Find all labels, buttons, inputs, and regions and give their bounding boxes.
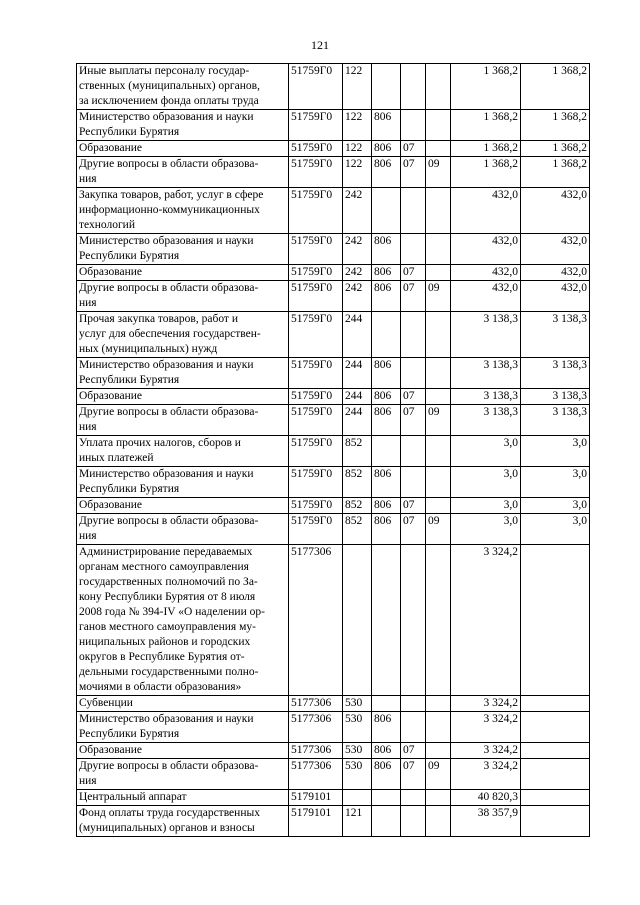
section-cell: 07 — [401, 514, 426, 545]
subsection-cell — [426, 110, 451, 141]
amount-cell: 3 138,3 — [451, 389, 521, 405]
target-article-cell: 5177306 — [289, 696, 343, 712]
row-name-cell: Образование — [77, 498, 289, 514]
admin-code-cell: 806 — [372, 498, 401, 514]
amount-cell-2: 3 138,3 — [521, 358, 590, 389]
amount-cell-2 — [521, 806, 590, 837]
subsection-cell: 09 — [426, 281, 451, 312]
section-cell — [401, 436, 426, 467]
admin-code-cell — [372, 806, 401, 837]
expense-type-cell: 244 — [343, 389, 372, 405]
expense-type-cell: 852 — [343, 436, 372, 467]
amount-cell: 3 138,3 — [451, 312, 521, 358]
section-cell: 07 — [401, 389, 426, 405]
section-cell — [401, 696, 426, 712]
amount-cell: 3 324,2 — [451, 743, 521, 759]
row-name-cell: Образование — [77, 389, 289, 405]
expense-type-cell: 122 — [343, 64, 372, 110]
target-article-cell: 51759Г0 — [289, 110, 343, 141]
admin-code-cell: 806 — [372, 467, 401, 498]
admin-code-cell — [372, 790, 401, 806]
amount-cell-2 — [521, 743, 590, 759]
amount-cell-2: 1 368,2 — [521, 64, 590, 110]
target-article-cell: 51759Г0 — [289, 436, 343, 467]
amount-cell: 3,0 — [451, 514, 521, 545]
row-name-cell: Министерство образования и науки Республики Бурятия — [77, 467, 289, 498]
table-row — [77, 358, 590, 389]
subsection-cell — [426, 467, 451, 498]
section-cell: 07 — [401, 743, 426, 759]
budget-table — [76, 63, 590, 837]
amount-cell-2 — [521, 790, 590, 806]
subsection-cell — [426, 436, 451, 467]
table-row — [77, 312, 590, 358]
table-row — [77, 281, 590, 312]
table-row — [77, 514, 590, 545]
admin-code-cell: 806 — [372, 759, 401, 790]
amount-cell: 38 357,9 — [451, 806, 521, 837]
expense-type-cell: 244 — [343, 405, 372, 436]
section-cell — [401, 312, 426, 358]
section-cell — [401, 110, 426, 141]
table-row — [77, 389, 590, 405]
page-number: 121 — [311, 38, 329, 52]
target-article-cell: 5177306 — [289, 743, 343, 759]
subsection-cell — [426, 188, 451, 234]
amount-cell: 3 324,2 — [451, 712, 521, 743]
subsection-cell — [426, 545, 451, 696]
amount-cell: 3,0 — [451, 467, 521, 498]
table-row — [77, 545, 590, 696]
table-row — [77, 498, 590, 514]
subsection-cell — [426, 743, 451, 759]
expense-type-cell: 242 — [343, 281, 372, 312]
admin-code-cell: 806 — [372, 157, 401, 188]
amount-cell-2: 3,0 — [521, 467, 590, 498]
amount-cell: 40 820,3 — [451, 790, 521, 806]
table-row — [77, 265, 590, 281]
table-row — [77, 110, 590, 141]
admin-code-cell: 806 — [372, 743, 401, 759]
expense-type-cell: 122 — [343, 141, 372, 157]
expense-type-cell: 242 — [343, 234, 372, 265]
table-row — [77, 790, 590, 806]
row-name-cell: Другие вопросы в области образова- ния — [77, 405, 289, 436]
row-name-cell: Уплата прочих налогов, сборов и иных платежей — [77, 436, 289, 467]
section-cell — [401, 806, 426, 837]
row-name-cell: Прочая закупка товаров, работ и услуг для обеспечения государствен- ных (муниципальных) нужд — [77, 312, 289, 358]
row-name-cell: Центральный аппарат — [77, 790, 289, 806]
section-cell — [401, 188, 426, 234]
table-body — [77, 64, 590, 837]
table-row — [77, 712, 590, 743]
amount-cell: 3,0 — [451, 498, 521, 514]
target-article-cell: 51759Г0 — [289, 467, 343, 498]
amount-cell: 1 368,2 — [451, 64, 521, 110]
subsection-cell — [426, 234, 451, 265]
target-article-cell: 51759Г0 — [289, 405, 343, 436]
expense-type-cell: 122 — [343, 110, 372, 141]
row-name-cell: Министерство образования и науки Республики Бурятия — [77, 712, 289, 743]
admin-code-cell: 806 — [372, 514, 401, 545]
amount-cell-2 — [521, 696, 590, 712]
subsection-cell — [426, 141, 451, 157]
target-article-cell: 5179101 — [289, 806, 343, 837]
row-name-cell: Другие вопросы в области образова- ния — [77, 157, 289, 188]
section-cell: 07 — [401, 141, 426, 157]
target-article-cell: 51759Г0 — [289, 141, 343, 157]
expense-type-cell: 852 — [343, 514, 372, 545]
amount-cell: 3 324,2 — [451, 696, 521, 712]
section-cell — [401, 234, 426, 265]
table-row — [77, 759, 590, 790]
target-article-cell: 51759Г0 — [289, 188, 343, 234]
amount-cell-2: 3 138,3 — [521, 312, 590, 358]
subsection-cell — [426, 806, 451, 837]
section-cell: 07 — [401, 498, 426, 514]
amount-cell: 432,0 — [451, 234, 521, 265]
expense-type-cell: 530 — [343, 759, 372, 790]
expense-type-cell: 121 — [343, 806, 372, 837]
admin-code-cell — [372, 696, 401, 712]
amount-cell-2: 432,0 — [521, 265, 590, 281]
section-cell: 07 — [401, 759, 426, 790]
target-article-cell: 51759Г0 — [289, 498, 343, 514]
amount-cell-2: 1 368,2 — [521, 141, 590, 157]
row-name-cell: Другие вопросы в области образова- ния — [77, 514, 289, 545]
amount-cell-2: 1 368,2 — [521, 110, 590, 141]
expense-type-cell: 122 — [343, 157, 372, 188]
subsection-cell: 09 — [426, 514, 451, 545]
admin-code-cell — [372, 64, 401, 110]
row-name-cell: Закупка товаров, работ, услуг в сфере информационно-коммуникационных технологий — [77, 188, 289, 234]
expense-type-cell: 242 — [343, 188, 372, 234]
amount-cell-2: 432,0 — [521, 188, 590, 234]
subsection-cell — [426, 312, 451, 358]
section-cell — [401, 545, 426, 696]
amount-cell-2 — [521, 759, 590, 790]
subsection-cell — [426, 712, 451, 743]
target-article-cell: 51759Г0 — [289, 514, 343, 545]
target-article-cell: 51759Г0 — [289, 265, 343, 281]
section-cell: 07 — [401, 281, 426, 312]
section-cell: 07 — [401, 265, 426, 281]
amount-cell-2: 3,0 — [521, 514, 590, 545]
row-name-cell: Образование — [77, 265, 289, 281]
section-cell: 07 — [401, 157, 426, 188]
row-name-cell: Образование — [77, 141, 289, 157]
table-row — [77, 436, 590, 467]
amount-cell-2: 432,0 — [521, 234, 590, 265]
table-row — [77, 743, 590, 759]
amount-cell: 3,0 — [451, 436, 521, 467]
subsection-cell: 09 — [426, 405, 451, 436]
admin-code-cell: 806 — [372, 389, 401, 405]
expense-type-cell: 242 — [343, 265, 372, 281]
admin-code-cell: 806 — [372, 712, 401, 743]
admin-code-cell — [372, 312, 401, 358]
admin-code-cell: 806 — [372, 110, 401, 141]
target-article-cell: 5179101 — [289, 790, 343, 806]
amount-cell-2: 432,0 — [521, 281, 590, 312]
amount-cell: 1 368,2 — [451, 110, 521, 141]
admin-code-cell: 806 — [372, 141, 401, 157]
amount-cell-2: 3,0 — [521, 436, 590, 467]
amount-cell: 1 368,2 — [451, 141, 521, 157]
expense-type-cell: 530 — [343, 712, 372, 743]
subsection-cell — [426, 790, 451, 806]
admin-code-cell — [372, 436, 401, 467]
section-cell — [401, 712, 426, 743]
amount-cell: 1 368,2 — [451, 157, 521, 188]
subsection-cell: 09 — [426, 157, 451, 188]
amount-cell-2 — [521, 712, 590, 743]
target-article-cell: 5177306 — [289, 759, 343, 790]
table-row — [77, 141, 590, 157]
expense-type-cell: 852 — [343, 498, 372, 514]
section-cell — [401, 467, 426, 498]
target-article-cell: 51759Г0 — [289, 358, 343, 389]
target-article-cell: 51759Г0 — [289, 157, 343, 188]
amount-cell: 432,0 — [451, 188, 521, 234]
amount-cell: 432,0 — [451, 265, 521, 281]
table-row — [77, 157, 590, 188]
admin-code-cell — [372, 188, 401, 234]
expense-type-cell — [343, 545, 372, 696]
table-row — [77, 806, 590, 837]
expense-type-cell: 244 — [343, 358, 372, 389]
admin-code-cell: 806 — [372, 234, 401, 265]
table-row — [77, 467, 590, 498]
admin-code-cell — [372, 545, 401, 696]
admin-code-cell: 806 — [372, 358, 401, 389]
row-name-cell: Фонд оплаты труда государственных (муниципальных) органов и взносы — [77, 806, 289, 837]
subsection-cell — [426, 696, 451, 712]
expense-type-cell: 244 — [343, 312, 372, 358]
target-article-cell: 51759Г0 — [289, 64, 343, 110]
subsection-cell: 09 — [426, 759, 451, 790]
section-cell — [401, 64, 426, 110]
expense-type-cell: 530 — [343, 696, 372, 712]
target-article-cell: 51759Г0 — [289, 281, 343, 312]
amount-cell: 432,0 — [451, 281, 521, 312]
subsection-cell — [426, 265, 451, 281]
amount-cell-2: 3 138,3 — [521, 405, 590, 436]
admin-code-cell: 806 — [372, 405, 401, 436]
target-article-cell: 51759Г0 — [289, 234, 343, 265]
subsection-cell — [426, 389, 451, 405]
amount-cell-2: 1 368,2 — [521, 157, 590, 188]
row-name-cell: Министерство образования и науки Республики Бурятия — [77, 358, 289, 389]
section-cell — [401, 358, 426, 389]
table-row — [77, 696, 590, 712]
row-name-cell: Другие вопросы в области образова- ния — [77, 281, 289, 312]
admin-code-cell: 806 — [372, 281, 401, 312]
target-article-cell: 5177306 — [289, 712, 343, 743]
row-name-cell: Министерство образования и науки Республики Бурятия — [77, 234, 289, 265]
row-name-cell: Иные выплаты персоналу государ- ственных (муниципальных) органов, за исключением фонда оплаты труда — [77, 64, 289, 110]
subsection-cell — [426, 64, 451, 110]
expense-type-cell: 852 — [343, 467, 372, 498]
target-article-cell: 51759Г0 — [289, 312, 343, 358]
table-row — [77, 64, 590, 110]
amount-cell-2: 3 138,3 — [521, 389, 590, 405]
amount-cell-2: 3,0 — [521, 498, 590, 514]
amount-cell-2 — [521, 545, 590, 696]
amount-cell: 3 324,2 — [451, 759, 521, 790]
amount-cell: 3 324,2 — [451, 545, 521, 696]
amount-cell: 3 138,3 — [451, 358, 521, 389]
expense-type-cell — [343, 790, 372, 806]
row-name-cell: Другие вопросы в области образова- ния — [77, 759, 289, 790]
section-cell — [401, 790, 426, 806]
subsection-cell — [426, 498, 451, 514]
row-name-cell: Образование — [77, 743, 289, 759]
amount-cell: 3 138,3 — [451, 405, 521, 436]
table-row — [77, 405, 590, 436]
target-article-cell: 5177306 — [289, 545, 343, 696]
subsection-cell — [426, 358, 451, 389]
target-article-cell: 51759Г0 — [289, 389, 343, 405]
row-name-cell: Администрирование передаваемых органам местного самоуправления государственных полномочий по За- кону Республики Бурятия от 8 июля 2008 года № 394-IV «О наделении ор- ганов местного самоуправления му- ниципальных районов и городских округов в Республике Бурятия от- дельными государственными полно- мочиями в области образования» — [77, 545, 289, 696]
admin-code-cell: 806 — [372, 265, 401, 281]
row-name-cell: Министерство образования и науки Республики Бурятия — [77, 110, 289, 141]
row-name-cell: Субвенции — [77, 696, 289, 712]
table-row — [77, 188, 590, 234]
section-cell: 07 — [401, 405, 426, 436]
expense-type-cell: 530 — [343, 743, 372, 759]
table-row — [77, 234, 590, 265]
